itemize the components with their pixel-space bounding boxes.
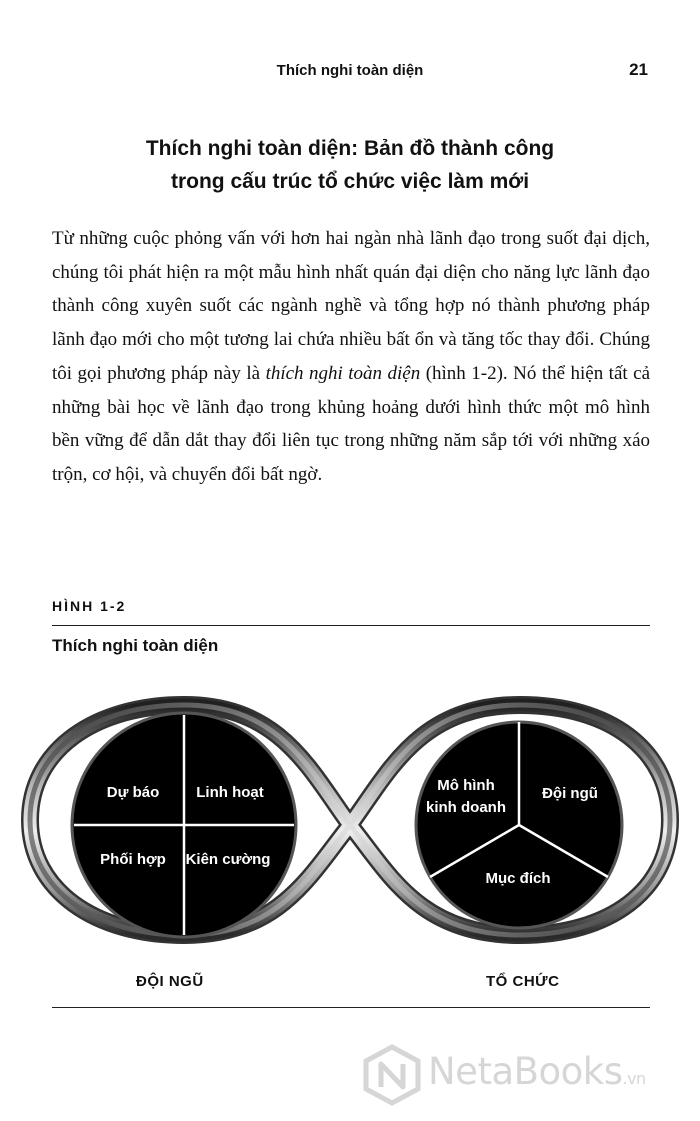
segment-kinh-doanh: kinh doanh bbox=[426, 799, 506, 816]
watermark-text bbox=[428, 1050, 646, 1093]
segment-kien-cuong: Kiên cường bbox=[185, 851, 271, 868]
body-paragraph bbox=[52, 222, 650, 492]
figure-bottom-rule bbox=[52, 1007, 650, 1008]
right-caption: TỔ CHỨC bbox=[486, 973, 560, 990]
body-text-before: Từ những cuộc phỏng vấn với hơn hai ngàn nhà lãnh đạo trong suốt đại dịch, chúng tôi phát hiện ra một mẫu hình nhất quán đại diện cho năng lực lãnh đạo thành công xuyên suốt các ngành nghề và tổng hợp nó thành phương pháp lãnh đạo mới cho một tương lai chứa nhiều bất ổn và tăng tốc thay đổi. Chúng tôi gọi phương pháp này là bbox=[52, 228, 650, 384]
netabooks-logo-icon bbox=[362, 1044, 422, 1106]
running-header bbox=[0, 60, 700, 84]
segment-muc-dich: Mục đích bbox=[485, 870, 551, 887]
section-title-line-1: Thích nghi toàn diện: Bản đồ thành công bbox=[145, 137, 555, 160]
section-title-line-2: trong cấu trúc tổ chức việc làm mới bbox=[170, 170, 530, 193]
running-title: Thích nghi toàn diện bbox=[276, 62, 424, 79]
figure-top-rule bbox=[52, 625, 650, 626]
segment-du-bao: Dự báo bbox=[106, 784, 160, 801]
segment-phoi-hop: Phối hợp bbox=[100, 851, 166, 868]
segment-doi-ngu: Đội ngũ bbox=[542, 785, 598, 802]
watermark bbox=[362, 1044, 662, 1106]
page-number: 21 bbox=[629, 60, 648, 79]
body-emphasis: thích nghi toàn diện bbox=[265, 362, 421, 384]
left-circle bbox=[72, 713, 296, 937]
right-circle bbox=[416, 722, 622, 928]
infinity-diagram bbox=[0, 680, 700, 980]
left-caption: ĐỘI NGŨ bbox=[136, 973, 204, 990]
figure-title: Thích nghi toàn diện bbox=[52, 636, 219, 655]
watermark-suffix: .vn bbox=[622, 1069, 646, 1088]
section-title bbox=[60, 132, 640, 198]
watermark-brand: NetaBooks bbox=[428, 1050, 623, 1093]
segment-linh-hoat: Linh hoạt bbox=[196, 784, 264, 801]
segment-mo-hinh: Mô hình bbox=[437, 777, 495, 794]
figure-label: HÌNH 1-2 bbox=[52, 598, 127, 614]
body-text-after: (hình 1-2). Nó thể hiện tất cả những bài học về lãnh đạo trong khủng hoảng dưới hình thức một mô hình bền vững để dẫn dắt thay đổi liên tục trong những năm sắp tới với những xáo trộn, cơ hội, và chuyển đổi bất ngờ. bbox=[52, 362, 651, 485]
